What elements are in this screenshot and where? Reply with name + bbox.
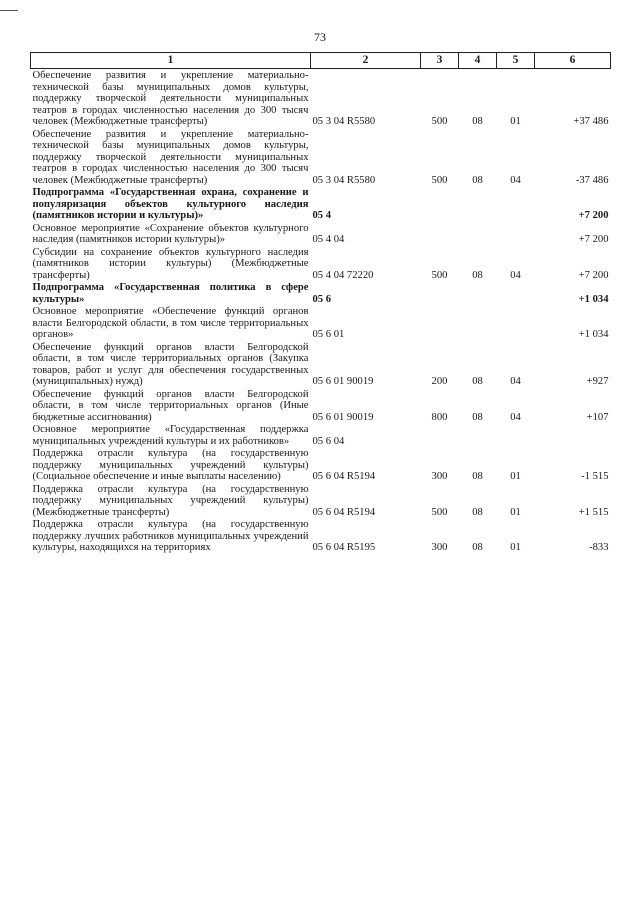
- row-subsection-cell: 01: [510, 471, 521, 482]
- table-row: [31, 186, 611, 222]
- scan-edge-mark: [0, 10, 18, 11]
- table-row: [31, 222, 611, 246]
- row-section-cell: [459, 423, 497, 447]
- row-code-cell: 05 6 01 90019: [312, 376, 374, 387]
- row-expense-type-cell: [421, 281, 459, 305]
- row-subsection-cell: [497, 186, 535, 222]
- row-name-cell: Обеспечение развития и укрепление материально-технической базы муниципальных домов культуры, поддержку творческой деятельности муниципальных театров в городах численностью населения до 300 тысяч человек (Межбюджетные трансферты): [32, 70, 309, 127]
- row-name-cell: Основное мероприятие «Государственная поддержка муниципальных учреждений культуры и их работников»: [32, 424, 309, 447]
- row-amount-cell: +1 515: [578, 506, 609, 518]
- row-code-cell: 05 6: [312, 293, 332, 305]
- table-row: [31, 128, 611, 187]
- row-expense-type-cell: 200: [431, 376, 448, 387]
- row-amount-cell: +1 034: [578, 329, 609, 340]
- column-header-6: 6: [535, 53, 611, 69]
- table-row: [31, 483, 611, 519]
- row-amount-cell: +7 200: [578, 210, 609, 221]
- table-row: [31, 69, 611, 128]
- row-code-cell: 05 6 04 R5194: [312, 506, 376, 518]
- row-name-cell: Обеспечение развития и укрепление материально-технической базы муниципальных домов культуры, поддержку творческой деятельности муниципальных театров в городах численностью населения до 300 тысяч человек (Межбюджетные трансферты): [32, 128, 309, 186]
- row-name-cell: Поддержка отрасли культура (на государственную поддержку муниципальных учреждений культуры) (Социальное обеспечение и иные выплаты населению): [32, 448, 309, 482]
- row-section-cell: [459, 186, 497, 222]
- table-row: [31, 423, 611, 447]
- row-subsection-cell: [497, 423, 535, 447]
- row-code-cell: 05 6 04 R5195: [312, 542, 376, 553]
- row-code-cell: 05 4 04: [312, 234, 345, 245]
- row-expense-type-cell: 300: [431, 542, 448, 553]
- budget-table: [30, 52, 611, 554]
- row-subsection-cell: 04: [510, 411, 521, 423]
- row-subsection-cell: 01: [510, 116, 521, 127]
- row-subsection-cell: 04: [510, 269, 521, 281]
- row-subsection-cell: 01: [510, 506, 521, 518]
- row-section-cell: 08: [472, 411, 483, 423]
- column-header-4: 4: [459, 53, 497, 69]
- row-code-cell: 05 6 04: [312, 435, 345, 447]
- row-code-cell: 05 4: [312, 210, 332, 221]
- table-row: [31, 518, 611, 554]
- row-expense-type-cell: 500: [431, 116, 448, 127]
- row-amount-cell: -833: [589, 542, 609, 553]
- table-row: [31, 305, 611, 341]
- row-section-cell: [459, 281, 497, 305]
- row-subsection-cell: [497, 305, 535, 341]
- row-name-cell: Субсидии на сохранение объектов культурного наследия (памятников истории культуры) (Межбюджетные трансферты): [32, 246, 309, 281]
- table-row: [31, 341, 611, 388]
- column-header-5: 5: [497, 53, 535, 69]
- row-expense-type-cell: 800: [431, 411, 448, 423]
- row-amount-cell: [535, 423, 611, 447]
- column-header-1: 1: [31, 53, 311, 69]
- row-section-cell: 08: [472, 269, 483, 281]
- column-header-2: 2: [311, 53, 421, 69]
- row-expense-type-cell: [421, 222, 459, 246]
- row-name-cell: Поддержка отрасли культура (на государственную поддержку муниципальных учреждений культуры) (Межбюджетные трансферты): [32, 483, 309, 518]
- table-row: [31, 447, 611, 483]
- row-amount-cell: -37 486: [575, 174, 609, 186]
- row-subsection-cell: [497, 281, 535, 305]
- row-amount-cell: +1 034: [578, 293, 609, 305]
- row-subsection-cell: 04: [510, 376, 521, 387]
- row-section-cell: 08: [472, 174, 483, 186]
- row-expense-type-cell: 300: [431, 471, 448, 482]
- row-name-cell: Основное мероприятие «Сохранение объектов культурного наследия (памятников истории культуры)»: [32, 222, 309, 245]
- row-code-cell: 05 4 04 72220: [312, 269, 374, 281]
- table-header-row: [31, 53, 611, 69]
- row-code-cell: 05 6 01 90019: [312, 411, 374, 423]
- row-name-cell: Основное мероприятие «Обеспечение функций органов власти Белгородской области, в том числе территориальных органов»: [32, 306, 309, 340]
- row-name-cell: Поддержка отрасли культура (на государственную поддержку лучших работников муниципальных учреждений культуры, находящихся на территориях: [32, 519, 309, 553]
- row-code-cell: 05 6 04 R5194: [312, 471, 376, 482]
- table-row: [31, 281, 611, 305]
- row-code-cell: 05 6 01: [312, 329, 345, 340]
- table-row: [31, 388, 611, 424]
- row-section-cell: [459, 222, 497, 246]
- table-row: [31, 246, 611, 282]
- row-name-cell: Обеспечение функций органов власти Белгородской области, в том числе территориальных органов (Закупка товаров, работ и услуг для обеспечения государственных (муниципальных) нужд): [32, 341, 309, 387]
- row-amount-cell: +107: [586, 411, 609, 423]
- row-expense-type-cell: [421, 186, 459, 222]
- row-expense-type-cell: [421, 305, 459, 341]
- row-section-cell: 08: [472, 506, 483, 518]
- row-subsection-cell: 04: [510, 174, 521, 186]
- row-subsection-cell: 01: [510, 542, 521, 553]
- row-section-cell: [459, 305, 497, 341]
- row-amount-cell: +7 200: [578, 269, 609, 281]
- row-expense-type-cell: 500: [431, 174, 448, 186]
- row-expense-type-cell: [421, 423, 459, 447]
- row-subsection-cell: [497, 222, 535, 246]
- column-header-3: 3: [421, 53, 459, 69]
- row-name-cell: Подпрограмма «Государственная охрана, сохранение и популяризация объектов культурного наследия (памятников истории и культуры)»: [32, 187, 309, 221]
- row-amount-cell: +927: [586, 376, 609, 387]
- row-name-cell: Обеспечение функций органов власти Белгородской области, в том числе территориальных органов (Иные бюджетные ассигнования): [32, 388, 309, 423]
- row-code-cell: 05 3 04 R5580: [312, 116, 376, 127]
- row-amount-cell: +37 486: [573, 116, 609, 127]
- row-section-cell: 08: [472, 471, 483, 482]
- row-expense-type-cell: 500: [431, 269, 448, 281]
- row-section-cell: 08: [472, 376, 483, 387]
- row-name-cell: Подпрограмма «Государственная политика в сфере культуры»: [32, 282, 309, 305]
- row-section-cell: 08: [472, 116, 483, 127]
- row-amount-cell: -1 515: [581, 471, 609, 482]
- row-expense-type-cell: 500: [431, 506, 448, 518]
- row-section-cell: 08: [472, 542, 483, 553]
- row-amount-cell: +7 200: [578, 234, 609, 245]
- page-number: 73: [314, 30, 326, 44]
- row-code-cell: 05 3 04 R5580: [312, 174, 376, 186]
